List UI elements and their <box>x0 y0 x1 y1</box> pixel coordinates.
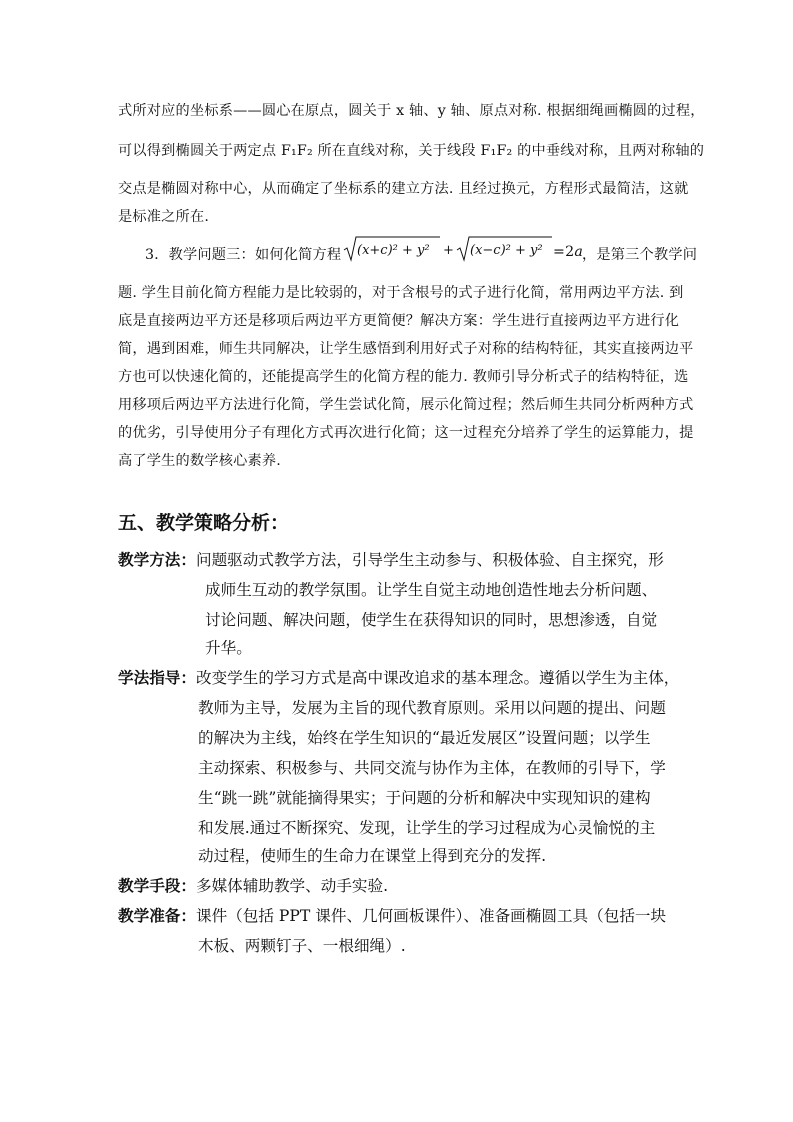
study-guidance-line-5: 生“跳一跳”就能摘得果实；于问题的分析和解决中实现知识的建构 <box>198 789 651 807</box>
teaching-means-block <box>118 874 388 896</box>
para2-line-5: 方也可以快速化简的，还能提高学生的化简方程的能力. 教师引导分析式子的结构特征，选 <box>118 369 689 385</box>
study-guidance-line-1: 改变学生的学习方式是高中课改追求的基本理念。遵循以学生为主体， <box>195 669 680 687</box>
teaching-prep-line-1: 课件（包括 PPT 课件、几何画板课件）、准备画椭圆工具（包括一块 <box>195 907 667 925</box>
teaching-method-line-1: 问题驱动式教学方法，引导学生主动参与、积极体验、自主探究，形 <box>195 551 664 569</box>
study-guidance-block <box>118 666 679 688</box>
para2-line-7: 的优劣，引导使用分子有理化方式再次进行化简；这一过程充分培养了学生的运算能力，提 <box>118 425 694 441</box>
para2-first-line-prefix: 3．教学问题三：如何化简方程 <box>145 247 342 263</box>
para1-line-1: 式所对应的坐标系——圆心在原点，圆关于 x 轴、y 轴、原点对称. 根据细绳画椭圆的过程， <box>118 103 705 119</box>
para2-line-8: 高了学生的数学核心素养. <box>118 453 281 469</box>
teaching-prep-block <box>118 904 666 926</box>
teaching-method-line-3: 讨论问题、解决问题，使学生在获得知识的同时，思想渗透，自觉 <box>205 611 658 629</box>
equation-plus: + <box>443 243 454 258</box>
teaching-method-label: 教学方法： <box>118 551 196 569</box>
para2-line-2: 题. 学生目前化简方程能力是比较弱的，对于含根号的式子进行化简，常用两边平方法. 到 <box>118 285 684 301</box>
study-guidance-label: 学法指导： <box>118 669 196 687</box>
teaching-method-block <box>118 548 664 570</box>
teaching-method-line-4: 升华。 <box>205 639 252 657</box>
para2-line-4: 简，遇到困难，师生共同解决，让学生感悟到利用好式子对称的结构特征，其实直接两边平 <box>118 341 694 357</box>
teaching-means-label: 教学手段： <box>118 877 196 895</box>
para2-line-3: 底是直接两边平方还是移项后两边平方更简便？解决方案：学生进行直接两边平方进行化 <box>118 313 680 329</box>
teaching-method-line-2: 成师生互动的教学氛围。让学生自觉主动地创造性地去分析问题、 <box>205 581 658 599</box>
para1-line-2: 可以得到椭圆关于两定点 F₁F₂ 所在直线对称，关于线段 F₁F₂ 的中垂线对称，且两对称轴的 <box>118 143 705 159</box>
study-guidance-line-2: 教师为主导，发展为主旨的现代教育原则。采用以问题的提出、问题 <box>198 699 666 717</box>
equation-text-1: (x+c)² + y² <box>357 243 430 258</box>
study-guidance-line-3: 的解决为主线，始终在学生知识的“最近发展区”设置问题；以学生 <box>198 729 651 747</box>
study-guidance-line-6: 和发展.通过不断探究、发现，让学生的学习过程成为心灵愉悦的主 <box>198 819 656 837</box>
para2-line-6: 用移项后两边平方法进行化简，学生尝试化简，展示化简过程；然后师生共同分析两种方式 <box>118 397 694 413</box>
para1-line-3: 交点是椭圆对称中心，从而确定了坐标系的建立方法. 且经过换元，方程形式最简洁，这就 <box>118 181 689 197</box>
teaching-prep-label: 教学准备： <box>118 907 196 925</box>
equation-text-2: (x−c)² + y² <box>470 243 543 258</box>
para1-line-4: 是标准之所在. <box>118 209 210 225</box>
study-guidance-line-4: 主动探索、积极参与、共同交流与协作为主体，在教师的引导下，学 <box>198 759 666 777</box>
equation-rhs: =2a <box>553 244 583 260</box>
study-guidance-line-7: 动过程，使师生的生命力在课堂上得到充分的发挥. <box>198 847 547 865</box>
equation-image <box>342 234 570 264</box>
section-heading: 五、教学策略分析： <box>118 512 290 534</box>
para2-first-line-suffix: ，是第三个教学问 <box>582 247 698 263</box>
teaching-means-line-1: 多媒体辅助教学、动手实验. <box>195 877 389 895</box>
teaching-prep-line-2: 木板、两颗钉子、一根细绳）. <box>198 937 406 955</box>
